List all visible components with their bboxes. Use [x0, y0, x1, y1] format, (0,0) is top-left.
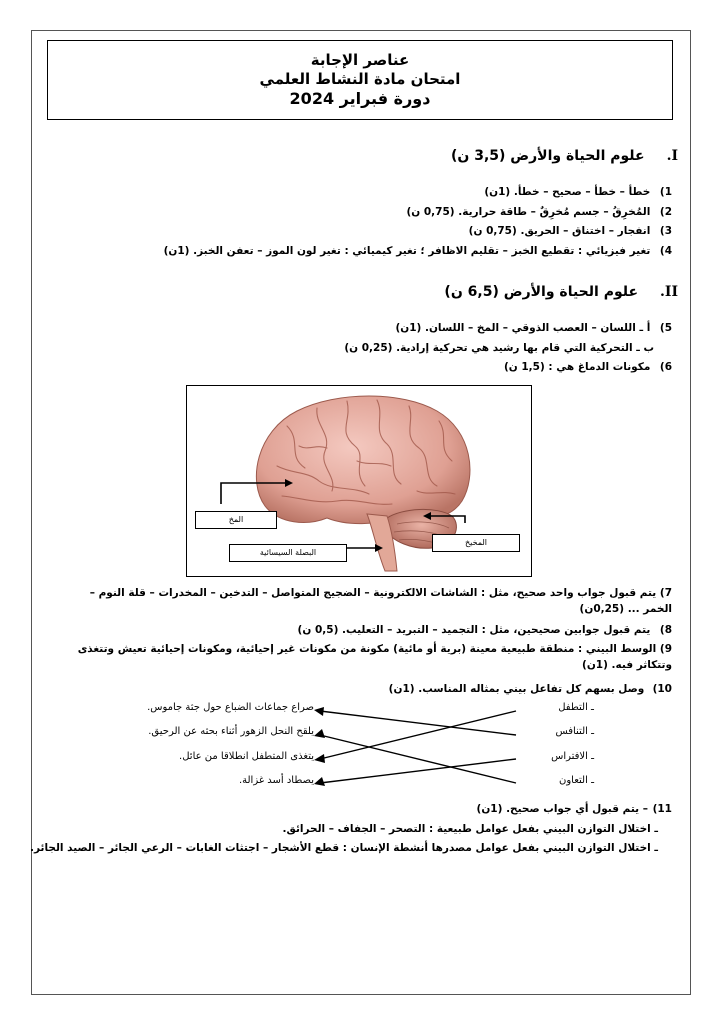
answer-number: 1): [659, 186, 672, 198]
answer-6: [504, 361, 672, 373]
example-parasite: يتغذى المتطفل انطلاقا من عائل.: [179, 751, 314, 762]
section-2-title: علوم الحياة والأرض (6,5 ن): [444, 284, 639, 300]
answer-11a: ـ اختلال التوازن البيني بفعل عوامل طبيعية : التصحر – الجفاف – الحرائق.: [282, 823, 658, 835]
answer-number: 4): [659, 245, 672, 257]
answer-number: 9): [659, 643, 672, 655]
answer-3: [469, 225, 672, 237]
answer-number: 3): [659, 225, 672, 237]
answer-text: خطأ – خطأ – صحيح – خطأ. (1ن): [484, 186, 651, 198]
section-1-heading: [451, 148, 678, 164]
answer-1: [484, 186, 672, 198]
answer-text: يتم قبول جواب واحد صحيح، مثل : الشاشات الالكترونية – الضجيج المتواصل – التدخين – المخدرات – قلة النوم – الخمر ... (0,25ن): [89, 587, 672, 616]
title-box: [47, 40, 673, 120]
example-lion: يصطاد أسد غزالة.: [238, 775, 314, 786]
answer-text: الوسط البيني : منطقة طبيعية معينة (برية أو مائية) مكونة من مكونات غير إحيائية، ومكونات إحيائية تعيش وتتغذى وتتكاثر فيه. (1ن): [77, 643, 672, 672]
header-line-2: امتحان مادة النشاط العلمي: [259, 69, 461, 88]
answer-text: المُخرِقُ – جسم مُخرِقٌ – طاقة حرارية. (0,75 ن): [406, 206, 651, 218]
section-1-roman: I.: [666, 148, 678, 164]
section-2-roman: II.: [660, 284, 678, 300]
example-bees: يلقح النحل الزهور أثناء بحثه عن الرحيق.: [148, 726, 314, 737]
answer-number: 8): [659, 624, 672, 636]
interaction-competition: ـ التنافس: [555, 726, 594, 737]
label-cerebrum: المخ: [195, 511, 277, 529]
answer-2: [406, 206, 672, 218]
example-hyenas: صراع جماعات الضباع حول جثة جاموس.: [147, 702, 314, 713]
label-medulla: البصلة السيسائية: [229, 544, 347, 562]
section-2-heading: [444, 284, 678, 300]
answer-10: [389, 683, 672, 695]
answer-number: 2): [659, 206, 672, 218]
answer-11: [477, 803, 672, 815]
answer-8: [298, 624, 672, 636]
section-1-title: علوم الحياة والأرض (3,5 ن): [450, 148, 645, 164]
header-line-3: دورة فبراير 2024: [289, 88, 431, 108]
answer-text: انفجار – اختناق – الحريق. (0,75 ن): [468, 225, 651, 237]
interaction-predation: ـ الافتراس: [551, 751, 594, 762]
answer-9: [62, 641, 672, 674]
answer-text: مكونات الدماغ هي : (1,5 ن): [503, 361, 651, 373]
answer-number: 10): [652, 683, 672, 695]
interaction-cooperation: ـ التعاون: [559, 775, 594, 786]
brain-figure: [186, 385, 532, 577]
answer-11b: ـ اختلال التوازن البيني بفعل عوامل مصدرها أنشطة الإنسان : قطع الأشجار – اجتثات الغابات – الرعي الجائر – الصيد الجائر.: [29, 842, 658, 854]
answer-number: 5): [659, 322, 672, 334]
interaction-parasitism: ـ التطفل: [558, 702, 594, 713]
answer-text: تغير فيزيائي : تقطيع الخبز – تقليم الاظافر ؛ تغير كيميائي : تغير لون الموز – تعفن الخبز. (1ن): [163, 245, 651, 257]
answer-text: وصل بسهم كل تفاعل بيني بمثاله المناسب. (1ن): [388, 683, 645, 695]
answer-text: يتم قبول جوابين صحيحين، مثل : التجميد – التبريد – التعليب. (0,5 ن): [297, 624, 651, 636]
answer-4: [164, 245, 672, 257]
answer-number: 7): [659, 587, 672, 599]
answer-number: 11): [652, 803, 672, 815]
matching-arrows: [300, 700, 530, 790]
label-cerebellum: المخيخ: [432, 534, 520, 552]
header-line-1: عناصر الإجابة: [310, 51, 410, 69]
answer-5a: [395, 322, 672, 334]
answer-number: 6): [659, 361, 672, 373]
answer-text: أ ـ اللسان – العصب الذوقي – المخ – اللسان. (1ن): [395, 322, 651, 334]
answer-text: – يتم قبول أي جواب صحيح. (1ن): [476, 803, 648, 815]
answer-5b: ب ـ التحركية التي قام بها رشيد هي تحركية إرادية. (0,25 ن): [344, 342, 654, 354]
answer-7: [62, 585, 672, 618]
